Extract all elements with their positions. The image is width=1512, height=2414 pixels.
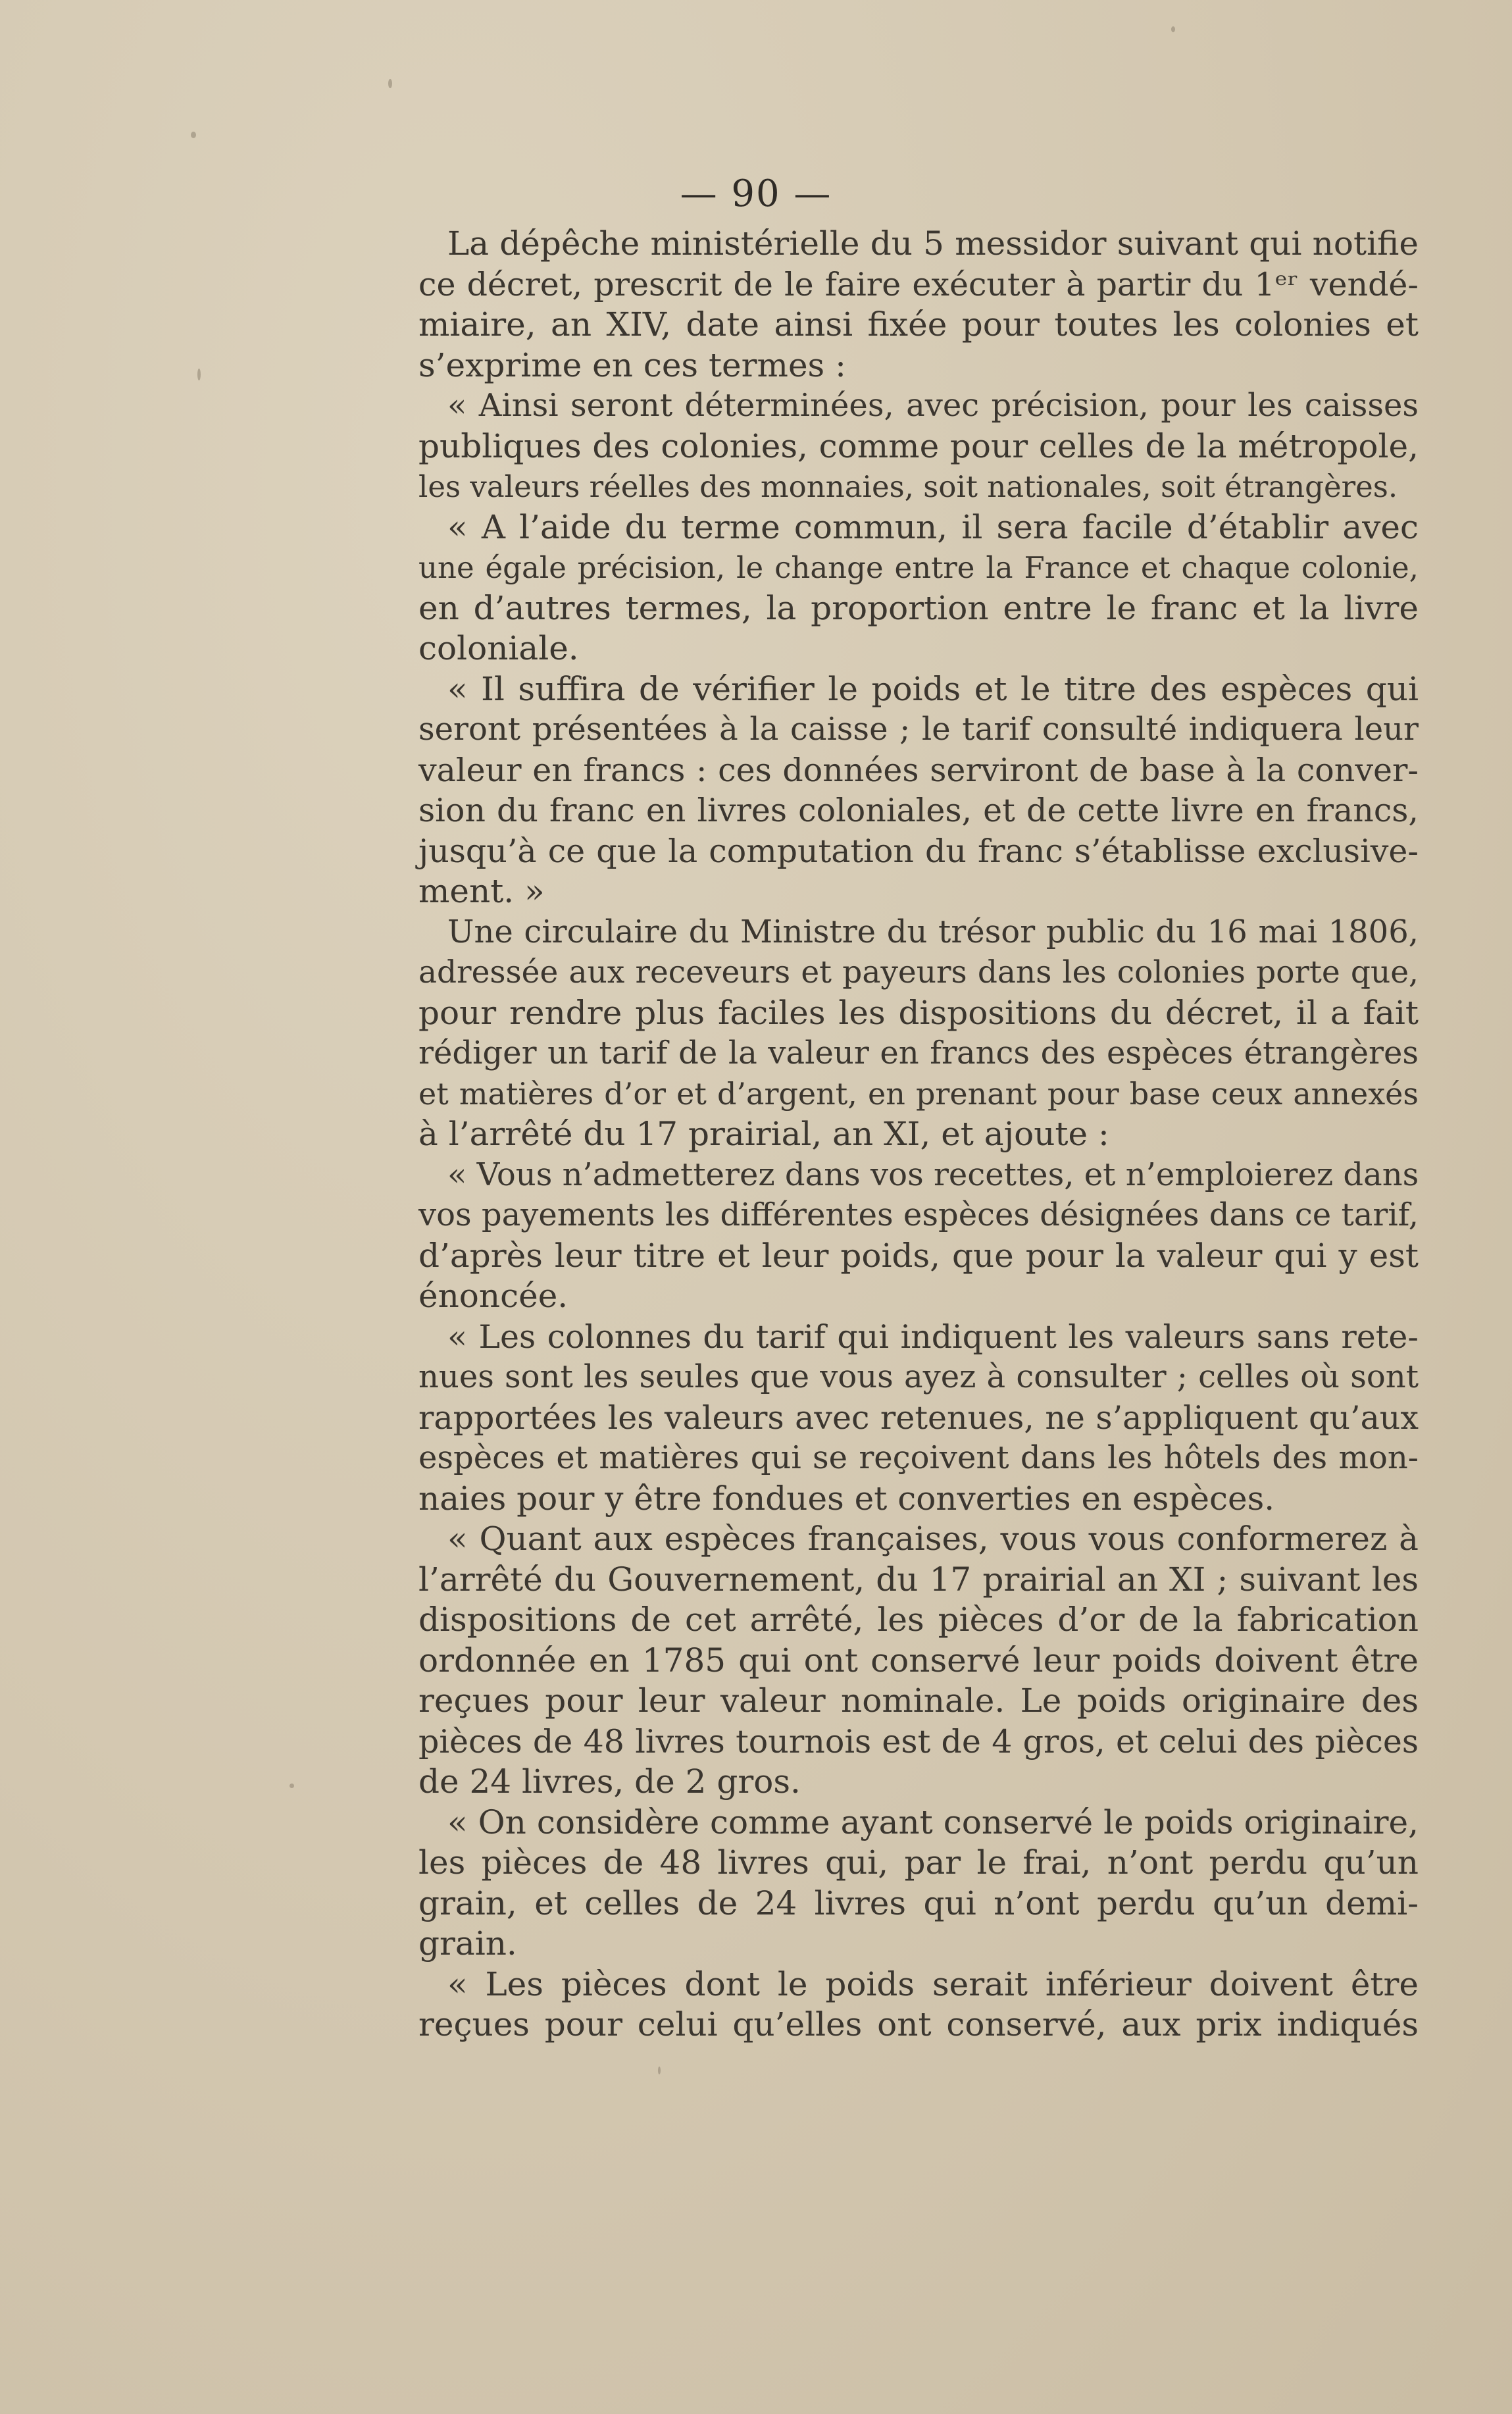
text-line: La dépêche ministérielle du 5 messidor suivant qui notifie bbox=[447, 224, 1419, 263]
text-line: pour rendre plus faciles les dispositions du décret, il a fait bbox=[418, 993, 1419, 1032]
text-line: reçues pour leur valeur nominale. Le poids originaire des bbox=[418, 1682, 1419, 1720]
text-line: valeur en francs : ces données serviront de base à la conver- bbox=[418, 751, 1419, 789]
text-line: ordonnée en 1785 qui ont conservé leur poids doivent être bbox=[418, 1641, 1419, 1680]
text-line: espèces et matières qui se reçoivent dans les hôtels des mon- bbox=[418, 1439, 1419, 1476]
text-line: Une circulaire du Ministre du trésor public du 16 mai 1806, bbox=[447, 913, 1419, 950]
page-number: — 90 — bbox=[680, 172, 832, 215]
text-line: ce décret, prescrit de le faire exécuter à partir du 1ᵉʳ vendé- bbox=[418, 265, 1419, 303]
text-line: pièces de 48 livres tournois est de 4 gros, et celui des pièces bbox=[418, 1722, 1419, 1760]
text-line: d’après leur titre et leur poids, que pour la valeur qui y est bbox=[418, 1236, 1419, 1275]
text-line: vos payements les différentes espèces désignées dans ce tarif, bbox=[418, 1196, 1419, 1233]
text-line: une égale précision, le change entre la France et chaque colonie, bbox=[418, 550, 1419, 585]
text-line: grain. bbox=[418, 1924, 517, 1963]
text-line: à l’arrêté du 17 prairial, an XI, et ajoute : bbox=[418, 1115, 1109, 1153]
text-line: les pièces de 48 livres qui, par le frai, n’ont perdu qu’un bbox=[418, 1843, 1419, 1882]
text-line: reçues pour celui qu’elles ont conservé, aux prix indiqués bbox=[418, 2005, 1419, 2043]
paper-speck bbox=[191, 132, 196, 138]
text-line: les valeurs réelles des monnaies, soit nationales, soit étrangères. bbox=[418, 469, 1398, 504]
paper-speck bbox=[1171, 26, 1175, 32]
text-line: seront présentées à la caisse ; le tarif consulté indiquera leur bbox=[418, 711, 1419, 748]
text-line: adressée aux receveurs et payeurs dans les colonies porte que, bbox=[418, 954, 1419, 990]
text-line: publiques des colonies, comme pour celles de la métropole, bbox=[418, 426, 1419, 465]
paper-speck bbox=[290, 1784, 294, 1788]
text-line: « On considère comme ayant conservé le poids originaire, bbox=[447, 1803, 1419, 1841]
text-line: « Il suffira de vérifier le poids et le titre des espèces qui bbox=[447, 669, 1419, 708]
text-line: l’arrêté du Gouvernement, du 17 prairial an XI ; suivant les bbox=[418, 1560, 1419, 1599]
text-line: « Vous n’admetterez dans vos recettes, et n’emploierez dans bbox=[447, 1156, 1419, 1193]
text-line: énoncée. bbox=[418, 1277, 568, 1315]
text-line: « Les pièces dont le poids serait inférieur doivent être bbox=[447, 1965, 1419, 2003]
text-line: « Quant aux espèces françaises, vous vous conformerez à bbox=[447, 1520, 1419, 1558]
paper-speck bbox=[658, 2067, 661, 2074]
text-line: coloniale. bbox=[418, 629, 579, 667]
text-line: rédiger un tarif de la valeur en francs des espèces étrangères bbox=[418, 1035, 1419, 1071]
text-line: sion du franc en livres coloniales, et de cette livre en francs, bbox=[418, 792, 1419, 829]
text-line: s’exprime en ces termes : bbox=[418, 346, 846, 384]
text-line: en d’autres termes, la proportion entre le franc et la livre bbox=[418, 588, 1419, 627]
paper-speck bbox=[388, 79, 392, 88]
text-line: ment. » bbox=[418, 872, 545, 910]
text-line: « A l’aide du terme commun, il sera facile d’établir avec bbox=[447, 507, 1419, 546]
text-line: « Ainsi seront déterminées, avec précision, pour les caisses bbox=[447, 387, 1419, 424]
paper-speck bbox=[197, 369, 201, 380]
text-line: miaire, an XIV, date ainsi fixée pour toutes les colonies et bbox=[418, 305, 1419, 344]
text-line: grain, et celles de 24 livres qui n’ont perdu qu’un demi- bbox=[418, 1884, 1419, 1922]
text-line: et matières d’or et d’argent, en prenant pour base ceux annexés bbox=[418, 1075, 1419, 1112]
text-line: nues sont les seules que vous ayez à consulter ; celles où sont bbox=[418, 1358, 1419, 1395]
text-line: dispositions de cet arrêté, les pièces d’or de la fabrication bbox=[418, 1601, 1419, 1639]
text-line: « Les colonnes du tarif qui indiquent les valeurs sans rete- bbox=[447, 1318, 1419, 1356]
text-line: naies pour y être fondues et converties en espèces. bbox=[418, 1479, 1275, 1518]
text-line: jusqu’à ce que la computation du franc s’établisse exclusive- bbox=[418, 832, 1419, 870]
text-line: rapportées les valeurs avec retenues, ne s’appliquent qu’aux bbox=[418, 1399, 1419, 1437]
body-text bbox=[418, 224, 1419, 2045]
text-line: de 24 livres, de 2 gros. bbox=[418, 1762, 801, 1801]
